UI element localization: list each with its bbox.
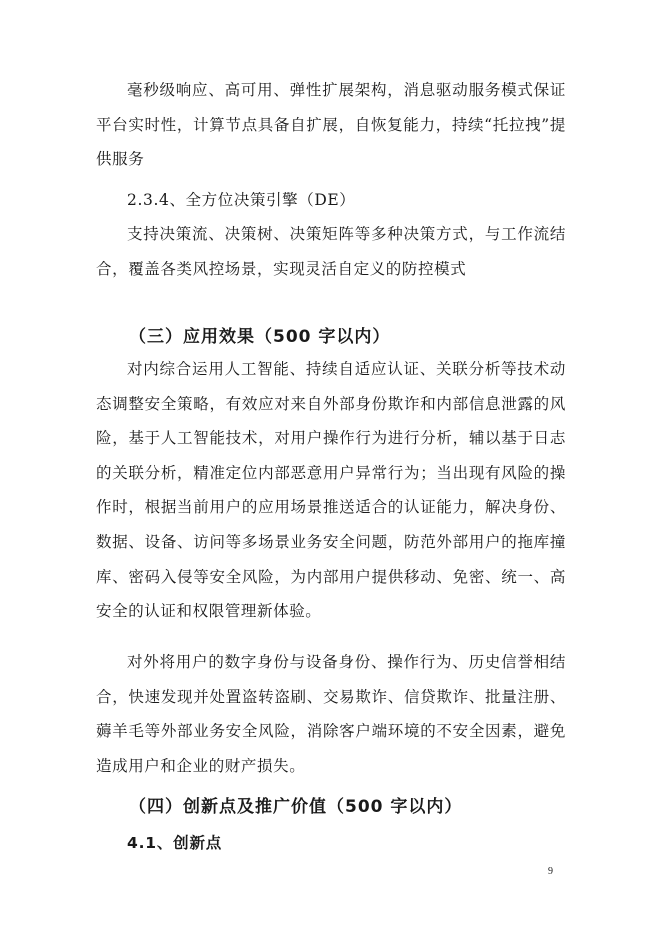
paragraph-internal-effect: 对内综合运用人工智能、持续自适应认证、关联分析等技术动态调整安全策略，有效应对来自外部身份欺诈和内部信息泄露的风险，基于人工智能技术，对用户操作行为进行分析，辅以基于日志的关联分析，精准定位内部恶意用户异常行为；当出现有风险的操作时，根据当前用户的应用场景推送适合的认证能力，解决身份、数据、设备、访问等多场景业务安全问题，防范外部用户的拖库撞库、密码入侵等安全风险，为内部用户提供移动、免密、统一、高安全的认证和权限管理新体验。 (96, 360, 566, 621)
paragraph-architecture: 毫秒级响应、高可用、弹性扩展架构，消息驱动服务模式保证平台实时性，计算节点具备自扩展，自恢复能力，持续“托拉拽”提供服务 (96, 81, 566, 169)
paragraph-decision-engine: 支持决策流、决策树、决策矩阵等多种决策方式，与工作流结合，覆盖各类风控场景，实现灵活自定义的防控模式 (96, 225, 566, 278)
section-heading-innovation: （四）创新点及推广价值（500 字以内） (129, 797, 463, 817)
page-number: 9 (548, 866, 553, 877)
paragraph-external-effect: 对外将用户的数字身份与设备身份、操作行为、历史信誉相结合，快速发现并处置盗转盗刷、交易欺诈、信贷欺诈、批量注册、薅羊毛等外部业务安全风险，消除客户端环境的不安全因素，避免造成用户和企业的财产损失。 (96, 653, 566, 775)
subheading-decision-engine: 2.3.4、全方位决策引擎（DE） (127, 191, 356, 209)
subheading-innovation-points: 4.1、创新点 (127, 834, 223, 852)
section-heading-application-effect: （三）应用效果（500 字以内） (129, 327, 391, 347)
